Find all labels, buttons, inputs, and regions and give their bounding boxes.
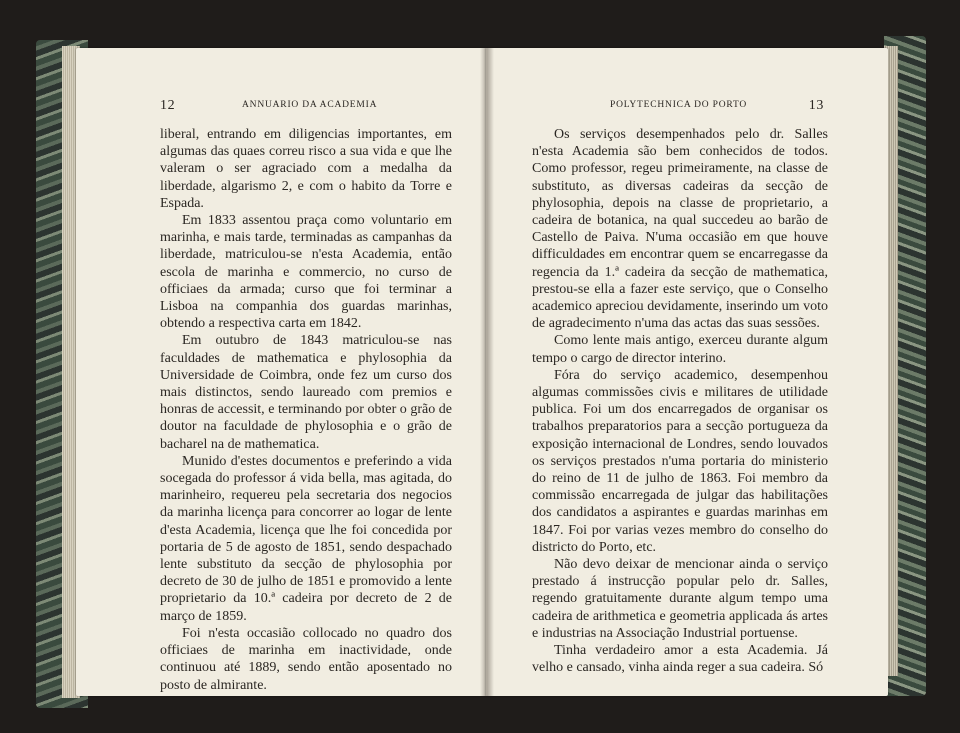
left-page-header [160,98,460,116]
paragraph: Fóra do serviço academico, desempenhou algumas commissões civis e militares de utilidade publica. Foi um dos encarregados de organisar os trabalhos preparatorios para a secção portugueza da exposição internacional de Londres, sendo louvados os serviços prestados n'uma portaria do ministerio do reino de 11 de julho de 1863. Foi membro da commissão encarregada de julgar das habilitações dos candidatos a aspirantes e guardas marinhas em 1847. Foi por varias vezes membro do conselho do districto do Porto, etc. [532,367,828,555]
paragraph: Tinha verdadeiro amor a esta Academia. Já velho e cansado, vinha ainda reger a sua cadeira. Só [532,643,828,676]
paragraph: Em outubro de 1843 matriculou-se nas faculdades de mathematica e phylosophia da Universidade de Coimbra, onde fez um curso dos mais distinctos, sendo laureado com premios e honras de accessit, e terminando por obter o grão de doutor na faculdade de phylosophia e o grão de bacharel na de mathematica. [160,333,452,452]
paragraph: Não devo deixar de mencionar ainda o serviço prestado á instrucção popular pelo dr. Salles, regendo gratuitamente durante algum tempo uma cadeira de arithmetica e geometria applicada ás artes e industrias na Associação Industrial portuense. [532,557,828,641]
right-page [486,48,888,696]
running-title: POLYTECHNICA DO PORTO [610,100,748,110]
paragraph: Em 1833 assentou praça como voluntario em marinha, e mais tarde, terminadas as campanhas da liberdade, matriculou-se n'esta Academia, então escola de marinha e commercio, no curso de officiaes da armada; curso que foi terminar a Lisboa na companhia dos guardas marinhas, obtendo a respectiva carta em 1842. [160,213,452,332]
paragraph: Os serviços desempenhados pelo dr. Salles n'esta Academia são bem conhecidos de todos. Como professor, regeu primeiramente, na classe de substituto, as diversas cadeiras da secção de phylosophia, depois na classe de proprietario, a cadeira de botanica, na qual succedeu ao barão de Castello de Paiva. N'uma occasião em que houve difficuldades em encontrar quem se encarregasse da regencia da 1.ª cadeira da secção de mathematica, prestou-se ella a fazer este serviço, que o Conselho academico apreciou devidamente, inserindo um voto de agradecimento n'uma das actas das suas sessões. [532,127,828,332]
running-title: ANNUARIO DA ACADEMIA [242,100,378,110]
paragraph: Foi n'esta occasião collocado no quadro dos officiaes de marinha em inactividade, onde continuou até 1889, sendo então aposentado no posto de almirante. [160,625,452,693]
right-page-body [532,126,828,677]
page-number: 13 [808,98,824,113]
book-gutter [480,48,494,696]
paragraph: Munido d'estes documentos e preferindo a vida socegada do professor á vida bella, mas agitada, do marinheiro, requereu pela secretaria dos negocios da marinha licença para concorrer ao logar de lente d'esta Academia, licença que lhe foi concedida por portaria de 5 de agosto de 1851, sendo despachado lente substituto da secção de phylosophia por decreto de 30 de julho de 1851 e promovido a lente proprietario da 10.ª cadeira por decreto de 2 de março de 1859. [160,453,452,624]
left-page [76,48,486,696]
right-page-header [532,98,824,116]
paragraph: Como lente mais antigo, exerceu durante algum tempo o cargo de director interino. [532,333,828,366]
paragraph: liberal, entrando em diligencias importantes, em algumas das quaes correu risco a sua vida e que lhe valeram o ser agraciado com a medalha da liberdade, algarismo 2, e com o habito da Torre e Espada. [160,127,452,211]
left-page-body [160,126,452,694]
page-number: 12 [160,98,176,113]
